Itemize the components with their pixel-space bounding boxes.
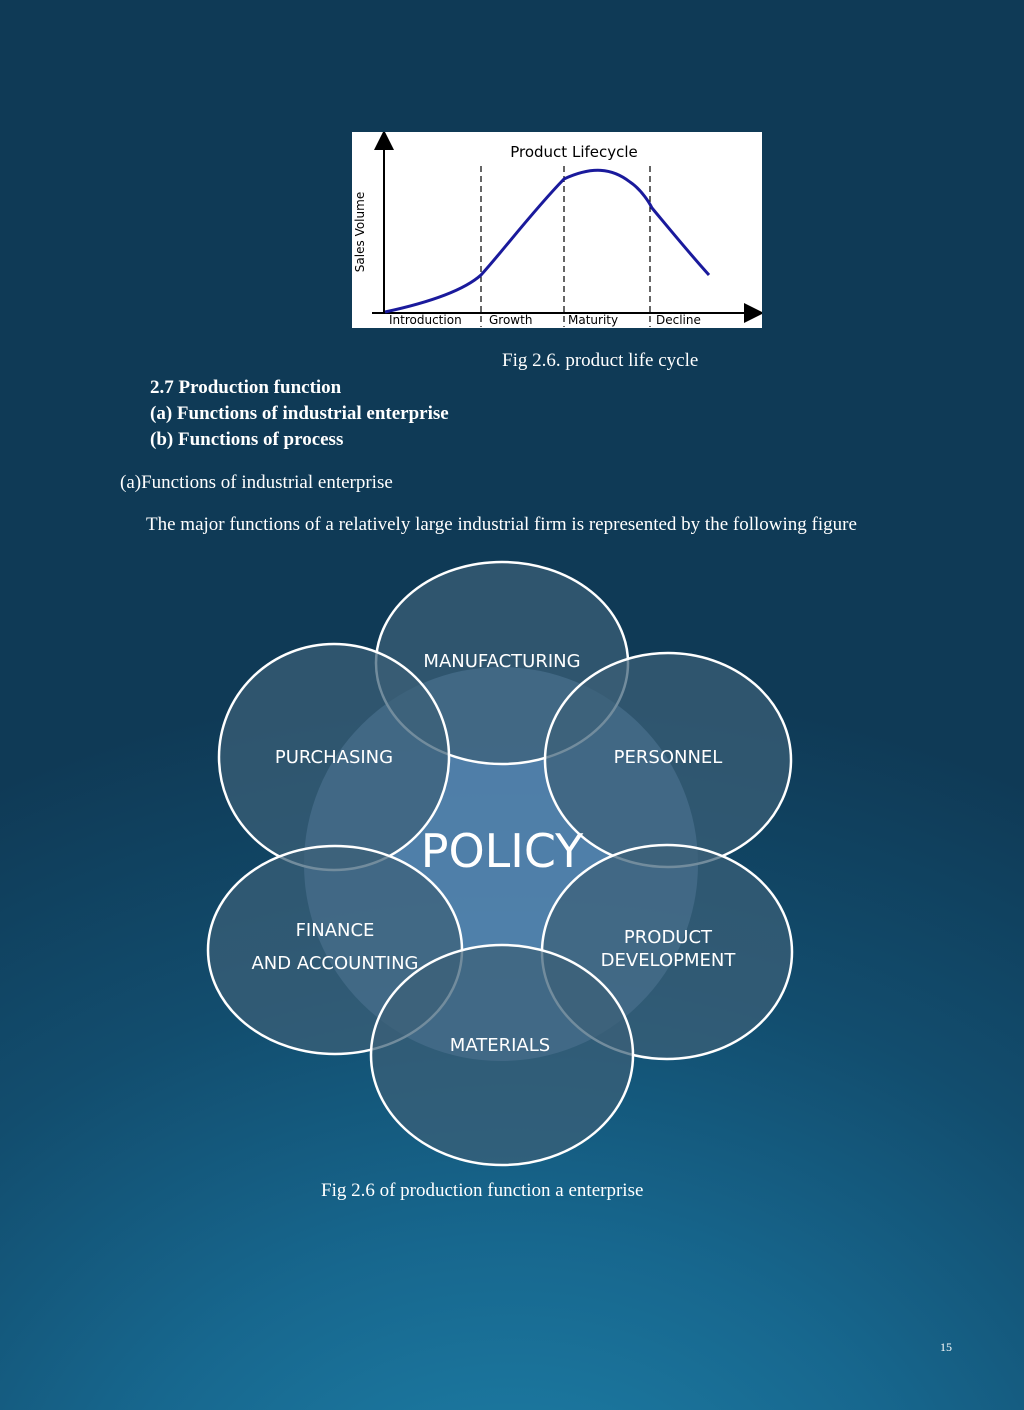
page-number: 15 bbox=[940, 1340, 952, 1354]
production-function-diagram bbox=[0, 550, 1024, 1170]
subheading: (a)Functions of industrial enterprise bbox=[120, 472, 393, 493]
intro-paragraph: The major functions of a relatively large industrial firm is represented by the following figure bbox=[146, 514, 857, 535]
lifecycle-curve bbox=[385, 170, 709, 312]
chart-title: Product Lifecycle bbox=[510, 143, 638, 161]
stage-label-growth: Growth bbox=[489, 313, 533, 327]
heading-item-b: (b) Functions of process bbox=[150, 429, 344, 450]
product-label-line1: PRODUCT bbox=[623, 927, 713, 948]
figure2-caption: Fig 2.6 of production function a enterprise bbox=[321, 1180, 644, 1201]
finance-label-line1: FINANCE bbox=[295, 920, 375, 941]
materials-label: MATERIALS bbox=[449, 1035, 551, 1056]
stage-label-maturity: Maturity bbox=[568, 313, 619, 327]
stage-label-decline: Decline bbox=[656, 313, 701, 327]
product-label-line2: DEVELOPMENT bbox=[600, 950, 736, 971]
section-heading: 2.7 Production function bbox=[150, 377, 342, 398]
finance-label-line2: AND ACCOUNTING bbox=[251, 953, 419, 974]
stage-label-introduction: Introduction bbox=[389, 313, 462, 327]
manufacturing-label: MANUFACTURING bbox=[423, 651, 581, 672]
heading-item-a: (a) Functions of industrial enterprise bbox=[150, 403, 449, 424]
y-axis-label: Sales Volume bbox=[353, 191, 367, 273]
product-lifecycle-chart bbox=[352, 132, 762, 328]
personnel-label: PERSONNEL bbox=[613, 747, 723, 768]
purchasing-label: PURCHASING bbox=[274, 747, 394, 768]
policy-label: POLICY bbox=[420, 824, 584, 878]
figure1-caption: Fig 2.6. product life cycle bbox=[502, 350, 699, 371]
